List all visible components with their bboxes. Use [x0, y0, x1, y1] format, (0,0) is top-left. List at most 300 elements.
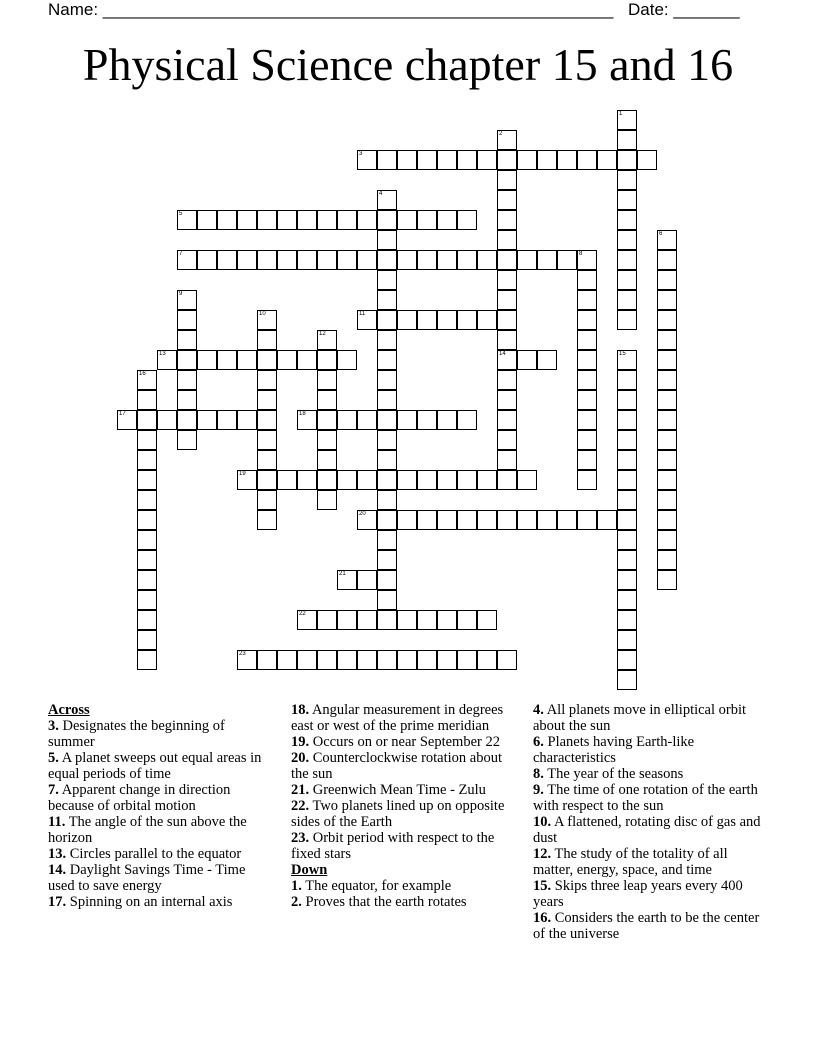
- crossword-cell[interactable]: [657, 330, 677, 350]
- crossword-cell[interactable]: [577, 290, 597, 310]
- crossword-cell[interactable]: [517, 470, 537, 490]
- crossword-cell[interactable]: [137, 530, 157, 550]
- crossword-cell[interactable]: [137, 610, 157, 630]
- crossword-cell[interactable]: [417, 210, 437, 230]
- crossword-cell[interactable]: [417, 310, 437, 330]
- crossword-cell[interactable]: [517, 250, 537, 270]
- crossword-cell[interactable]: [537, 350, 557, 370]
- crossword-cell[interactable]: [457, 210, 477, 230]
- crossword-cell[interactable]: [617, 570, 637, 590]
- crossword-cell[interactable]: [477, 150, 497, 170]
- crossword-cell[interactable]: [257, 430, 277, 450]
- crossword-cell[interactable]: [177, 410, 197, 430]
- crossword-cell[interactable]: [237, 250, 257, 270]
- crossword-cell[interactable]: [397, 610, 417, 630]
- crossword-cell[interactable]: [617, 370, 637, 390]
- crossword-cell[interactable]: [577, 350, 597, 370]
- clue-item-text: Proves that the earth rotates: [301, 894, 467, 910]
- crossword-cell[interactable]: [377, 610, 397, 630]
- clue-item: [533, 782, 763, 814]
- crossword-cell[interactable]: [137, 490, 157, 510]
- crossword-cell[interactable]: [317, 410, 337, 430]
- crossword-cell[interactable]: [357, 250, 377, 270]
- crossword-cell[interactable]: [397, 470, 417, 490]
- crossword-cell[interactable]: [417, 250, 437, 270]
- crossword-cell[interactable]: [137, 450, 157, 470]
- crossword-cell[interactable]: [257, 470, 277, 490]
- crossword-cell[interactable]: [317, 250, 337, 270]
- clue-item: [48, 846, 274, 862]
- crossword-cell[interactable]: [337, 470, 357, 490]
- crossword-cell[interactable]: [617, 670, 637, 690]
- clue-item-number: 2.: [291, 894, 302, 910]
- crossword-cell[interactable]: [497, 250, 517, 270]
- crossword-cell[interactable]: [137, 510, 157, 530]
- crossword-cell[interactable]: [477, 470, 497, 490]
- crossword-cell[interactable]: [577, 450, 597, 470]
- crossword-cell[interactable]: [657, 410, 677, 430]
- crossword-cell[interactable]: [397, 510, 417, 530]
- crossword-cell[interactable]: [617, 430, 637, 450]
- clue-item-text: All planets move in elliptical orbit about the sun: [533, 702, 747, 734]
- crossword-cell[interactable]: [437, 310, 457, 330]
- crossword-cell[interactable]: [257, 650, 277, 670]
- crossword-cell[interactable]: [417, 410, 437, 430]
- clue-item: [48, 718, 274, 750]
- crossword-cell[interactable]: [577, 150, 597, 170]
- crossword-cell[interactable]: [617, 510, 637, 530]
- crossword-cell[interactable]: [377, 270, 397, 290]
- crossword-cell[interactable]: [497, 290, 517, 310]
- crossword-cell[interactable]: [337, 650, 357, 670]
- crossword-cell[interactable]: [237, 410, 257, 430]
- crossword-cell[interactable]: [397, 150, 417, 170]
- crossword-cell[interactable]: [337, 250, 357, 270]
- crossword-cell[interactable]: [577, 370, 597, 390]
- crossword-cell[interactable]: [397, 650, 417, 670]
- crossword-cell[interactable]: [237, 210, 257, 230]
- crossword-cell[interactable]: [337, 610, 357, 630]
- crossword-cell[interactable]: [277, 350, 297, 370]
- crossword-cell[interactable]: [177, 370, 197, 390]
- crossword-cell[interactable]: [297, 470, 317, 490]
- crossword-cell[interactable]: [557, 150, 577, 170]
- crossword-cell[interactable]: [357, 570, 377, 590]
- crossword-cell[interactable]: [377, 570, 397, 590]
- crossword-cell[interactable]: [537, 510, 557, 530]
- crossword-cell[interactable]: [117, 410, 137, 430]
- crossword-cell[interactable]: [217, 210, 237, 230]
- crossword-cell[interactable]: [657, 310, 677, 330]
- crossword-cell[interactable]: [497, 450, 517, 470]
- crossword-cell[interactable]: [517, 510, 537, 530]
- crossword-cell[interactable]: [457, 510, 477, 530]
- crossword-cell[interactable]: [137, 470, 157, 490]
- clue-column-3: [533, 702, 763, 942]
- crossword-cell[interactable]: [137, 650, 157, 670]
- crossword-cell[interactable]: [277, 210, 297, 230]
- crossword-cell[interactable]: [137, 410, 157, 430]
- crossword-cell[interactable]: [657, 530, 677, 550]
- crossword-cell[interactable]: [537, 250, 557, 270]
- crossword-cell[interactable]: [617, 150, 637, 170]
- crossword-cell[interactable]: [137, 590, 157, 610]
- crossword-cell[interactable]: [397, 310, 417, 330]
- crossword-cell[interactable]: [357, 510, 377, 530]
- clue-number: 9: [179, 291, 183, 297]
- crossword-cell[interactable]: [177, 250, 197, 270]
- clue-item: [291, 798, 521, 830]
- clue-item-text: A planet sweeps out equal areas in equal periods of time: [48, 750, 262, 782]
- crossword-cell[interactable]: [377, 390, 397, 410]
- crossword-cell[interactable]: [497, 330, 517, 350]
- clue-number: 15: [619, 351, 626, 357]
- crossword-cell[interactable]: [317, 430, 337, 450]
- crossword-cell[interactable]: [577, 390, 597, 410]
- crossword-cell[interactable]: [497, 230, 517, 250]
- crossword-cell[interactable]: [457, 250, 477, 270]
- crossword-cell[interactable]: [617, 250, 637, 270]
- crossword-cell[interactable]: [137, 390, 157, 410]
- crossword-cell[interactable]: [577, 510, 597, 530]
- crossword-cell[interactable]: [137, 550, 157, 570]
- crossword-cell[interactable]: [277, 470, 297, 490]
- crossword-cell[interactable]: [137, 570, 157, 590]
- crossword-cell[interactable]: [377, 490, 397, 510]
- crossword-cell[interactable]: [297, 650, 317, 670]
- crossword-cell[interactable]: [377, 330, 397, 350]
- crossword-cell[interactable]: [337, 570, 357, 590]
- crossword-cell[interactable]: [617, 390, 637, 410]
- crossword-cell[interactable]: [617, 590, 637, 610]
- crossword-cell[interactable]: [257, 490, 277, 510]
- crossword-cell[interactable]: [137, 430, 157, 450]
- crossword-cell[interactable]: [557, 510, 577, 530]
- crossword-cell[interactable]: [657, 430, 677, 450]
- crossword-cell[interactable]: [557, 250, 577, 270]
- crossword-cell[interactable]: [177, 350, 197, 370]
- crossword-cell[interactable]: [237, 650, 257, 670]
- crossword-cell[interactable]: [277, 650, 297, 670]
- crossword-cell[interactable]: [217, 350, 237, 370]
- crossword-cell[interactable]: [617, 470, 637, 490]
- crossword-cell[interactable]: [317, 470, 337, 490]
- crossword-cell[interactable]: [657, 350, 677, 370]
- crossword-cell[interactable]: [497, 130, 517, 150]
- crossword-cell[interactable]: [497, 350, 517, 370]
- clue-item-text: Greenwich Mean Time - Zulu: [309, 782, 486, 798]
- clue-number: 8: [579, 251, 583, 257]
- crossword-cell[interactable]: [617, 450, 637, 470]
- crossword-cell[interactable]: [617, 290, 637, 310]
- crossword-cell[interactable]: [617, 230, 637, 250]
- crossword-cell[interactable]: [377, 250, 397, 270]
- crossword-cell[interactable]: [317, 390, 337, 410]
- crossword-cell[interactable]: [657, 450, 677, 470]
- crossword-cell[interactable]: [617, 530, 637, 550]
- crossword-cell[interactable]: [377, 650, 397, 670]
- across-heading: Across: [48, 702, 90, 718]
- crossword-cell[interactable]: [217, 410, 237, 430]
- crossword-cell[interactable]: [257, 350, 277, 370]
- clue-item: [291, 878, 521, 894]
- crossword-cell[interactable]: [377, 370, 397, 390]
- crossword-cell[interactable]: [657, 230, 677, 250]
- crossword-cell[interactable]: [337, 350, 357, 370]
- crossword-cell[interactable]: [437, 470, 457, 490]
- crossword-cell[interactable]: [657, 470, 677, 490]
- crossword-cell[interactable]: [437, 210, 457, 230]
- crossword-cell[interactable]: [617, 350, 637, 370]
- crossword-cell[interactable]: [617, 110, 637, 130]
- crossword-cell[interactable]: [497, 390, 517, 410]
- crossword-cell[interactable]: [617, 310, 637, 330]
- crossword-cell[interactable]: [297, 350, 317, 370]
- crossword-cell[interactable]: [377, 470, 397, 490]
- crossword-cell[interactable]: [617, 130, 637, 150]
- clue-number: 23: [239, 651, 246, 657]
- crossword-cell[interactable]: [377, 210, 397, 230]
- crossword-cell[interactable]: [257, 450, 277, 470]
- crossword-cell[interactable]: [397, 410, 417, 430]
- crossword-cell[interactable]: [457, 310, 477, 330]
- crossword-cell[interactable]: [377, 510, 397, 530]
- crossword-cell[interactable]: [457, 150, 477, 170]
- crossword-cell[interactable]: [437, 510, 457, 530]
- crossword-cell[interactable]: [497, 270, 517, 290]
- crossword-cell[interactable]: [577, 310, 597, 330]
- crossword-cell[interactable]: [477, 310, 497, 330]
- crossword-cell[interactable]: [497, 650, 517, 670]
- crossword-cell[interactable]: [657, 370, 677, 390]
- crossword-cell[interactable]: [317, 330, 337, 350]
- crossword-cell[interactable]: [577, 410, 597, 430]
- crossword-cell[interactable]: [457, 610, 477, 630]
- crossword-cell[interactable]: [257, 310, 277, 330]
- crossword-cell[interactable]: [197, 250, 217, 270]
- crossword-cell[interactable]: [257, 250, 277, 270]
- crossword-cell[interactable]: [297, 610, 317, 630]
- clue-item-text: Daylight Savings Time - Time used to save energy: [48, 862, 246, 894]
- clue-item-text: Occurs on or near September 22: [309, 734, 500, 750]
- crossword-cell[interactable]: [477, 250, 497, 270]
- crossword-cell[interactable]: [657, 390, 677, 410]
- crossword-cell[interactable]: [317, 650, 337, 670]
- crossword-cell[interactable]: [417, 650, 437, 670]
- crossword-cell[interactable]: [417, 470, 437, 490]
- crossword-cell[interactable]: [457, 470, 477, 490]
- crossword-cell[interactable]: [377, 150, 397, 170]
- clue-number: 22: [299, 611, 306, 617]
- crossword-cell[interactable]: [577, 470, 597, 490]
- clue-number: 18: [299, 411, 306, 417]
- crossword-cell[interactable]: [297, 410, 317, 430]
- crossword-cell[interactable]: [577, 330, 597, 350]
- crossword-cell[interactable]: [357, 310, 377, 330]
- crossword-cell[interactable]: [617, 210, 637, 230]
- crossword-cell[interactable]: [377, 290, 397, 310]
- crossword-cell[interactable]: [477, 650, 497, 670]
- clue-item-text: Spinning on an internal axis: [66, 894, 233, 910]
- crossword-cell[interactable]: [297, 250, 317, 270]
- crossword-cell[interactable]: [317, 350, 337, 370]
- crossword-cell[interactable]: [657, 550, 677, 570]
- crossword-cell[interactable]: [257, 410, 277, 430]
- crossword-cell[interactable]: [397, 250, 417, 270]
- crossword-cell[interactable]: [377, 590, 397, 610]
- crossword-cell[interactable]: [337, 210, 357, 230]
- name-field-label[interactable]: Name: ______________________________________________________: [48, 0, 614, 19]
- crossword-cell[interactable]: [157, 410, 177, 430]
- crossword-cell[interactable]: [317, 370, 337, 390]
- crossword-cell[interactable]: [617, 550, 637, 570]
- clue-item: [48, 894, 274, 910]
- crossword-cell[interactable]: [417, 610, 437, 630]
- crossword-cell[interactable]: [497, 170, 517, 190]
- crossword-cell[interactable]: [457, 410, 477, 430]
- crossword-cell[interactable]: [197, 350, 217, 370]
- clue-item: [533, 878, 763, 910]
- crossword-cell[interactable]: [177, 390, 197, 410]
- crossword-cell[interactable]: [237, 350, 257, 370]
- crossword-cell[interactable]: [357, 210, 377, 230]
- crossword-cell[interactable]: [277, 250, 297, 270]
- crossword-cell[interactable]: [657, 510, 677, 530]
- crossword-cell[interactable]: [617, 490, 637, 510]
- crossword-cell[interactable]: [597, 510, 617, 530]
- crossword-cell[interactable]: [617, 270, 637, 290]
- crossword-cell[interactable]: [657, 490, 677, 510]
- crossword-cell[interactable]: [477, 610, 497, 630]
- crossword-cell[interactable]: [297, 210, 317, 230]
- crossword-cell[interactable]: [457, 650, 477, 670]
- crossword-cell[interactable]: [177, 290, 197, 310]
- crossword-cell[interactable]: [337, 410, 357, 430]
- crossword-cell[interactable]: [377, 550, 397, 570]
- crossword-cell[interactable]: [437, 410, 457, 430]
- date-field-label[interactable]: Date: _______: [628, 0, 740, 19]
- crossword-cell[interactable]: [317, 210, 337, 230]
- crossword-cell[interactable]: [497, 190, 517, 210]
- crossword-cell[interactable]: [577, 430, 597, 450]
- crossword-cell[interactable]: [437, 250, 457, 270]
- crossword-cell[interactable]: [497, 310, 517, 330]
- clue-item-number: 14.: [48, 862, 67, 878]
- crossword-cell[interactable]: [397, 210, 417, 230]
- crossword-cell[interactable]: [497, 150, 517, 170]
- crossword-cell[interactable]: [597, 150, 617, 170]
- crossword-cell[interactable]: [617, 630, 637, 650]
- crossword-cell[interactable]: [657, 250, 677, 270]
- crossword-cell[interactable]: [137, 630, 157, 650]
- crossword-cell[interactable]: [537, 150, 557, 170]
- crossword-cell[interactable]: [617, 650, 637, 670]
- crossword-cell[interactable]: [177, 430, 197, 450]
- clue-number: 10: [259, 311, 266, 317]
- crossword-cell[interactable]: [377, 450, 397, 470]
- crossword-cell[interactable]: [657, 570, 677, 590]
- crossword-cell[interactable]: [617, 610, 637, 630]
- clue-item: [291, 734, 521, 750]
- crossword-cell[interactable]: [357, 610, 377, 630]
- crossword-cell[interactable]: [497, 510, 517, 530]
- clue-item-number: 1.: [291, 878, 302, 894]
- crossword-cell[interactable]: [437, 650, 457, 670]
- crossword-cell[interactable]: [617, 410, 637, 430]
- clue-item: [48, 750, 274, 782]
- crossword-cell[interactable]: [577, 270, 597, 290]
- crossword-cell[interactable]: [197, 410, 217, 430]
- clue-number: 6: [659, 231, 663, 237]
- crossword-cell[interactable]: [417, 150, 437, 170]
- crossword-cell[interactable]: [237, 470, 257, 490]
- crossword-cell[interactable]: [157, 350, 177, 370]
- clue-item: [48, 814, 274, 846]
- clue-item-text: Designates the beginning of summer: [48, 718, 225, 750]
- crossword-cell[interactable]: [637, 150, 657, 170]
- crossword-cell[interactable]: [257, 510, 277, 530]
- crossword-cell[interactable]: [657, 290, 677, 310]
- crossword-cell[interactable]: [317, 450, 337, 470]
- clue-item-number: 4.: [533, 702, 544, 718]
- crossword-cell[interactable]: [497, 410, 517, 430]
- crossword-cell[interactable]: [577, 250, 597, 270]
- crossword-cell[interactable]: [517, 350, 537, 370]
- crossword-cell[interactable]: [257, 330, 277, 350]
- crossword-cell[interactable]: [257, 390, 277, 410]
- crossword-cell[interactable]: [257, 370, 277, 390]
- crossword-cell[interactable]: [177, 330, 197, 350]
- clue-item-number: 22.: [291, 798, 310, 814]
- crossword-cell[interactable]: [417, 510, 437, 530]
- crossword-cell[interactable]: [377, 410, 397, 430]
- crossword-cell[interactable]: [177, 310, 197, 330]
- clue-item-number: 12.: [533, 846, 552, 862]
- crossword-cell[interactable]: [357, 650, 377, 670]
- crossword-cell[interactable]: [437, 610, 457, 630]
- crossword-cell[interactable]: [617, 190, 637, 210]
- crossword-cell[interactable]: [177, 210, 197, 230]
- clue-item: [533, 702, 763, 734]
- clue-item-number: 16.: [533, 910, 552, 926]
- crossword-cell[interactable]: [377, 530, 397, 550]
- crossword-cell[interactable]: [317, 610, 337, 630]
- crossword-cell[interactable]: [197, 210, 217, 230]
- crossword-cell[interactable]: [317, 490, 337, 510]
- crossword-cell[interactable]: [377, 230, 397, 250]
- crossword-cell[interactable]: [617, 170, 637, 190]
- crossword-cell[interactable]: [137, 370, 157, 390]
- crossword-cell[interactable]: [657, 270, 677, 290]
- crossword-cell[interactable]: [497, 430, 517, 450]
- crossword-cell[interactable]: [377, 350, 397, 370]
- crossword-cell[interactable]: [477, 510, 497, 530]
- crossword-cell[interactable]: [217, 250, 237, 270]
- crossword-cell[interactable]: [517, 150, 537, 170]
- crossword-cell[interactable]: [257, 210, 277, 230]
- crossword-cell[interactable]: [437, 150, 457, 170]
- crossword-cell[interactable]: [377, 190, 397, 210]
- crossword-cell[interactable]: [497, 470, 517, 490]
- crossword-cell[interactable]: [357, 150, 377, 170]
- clue-item-text: Counterclockwise rotation about the sun: [291, 750, 503, 782]
- crossword-cell[interactable]: [357, 470, 377, 490]
- crossword-cell[interactable]: [377, 430, 397, 450]
- crossword-cell[interactable]: [497, 370, 517, 390]
- crossword-cell[interactable]: [357, 410, 377, 430]
- crossword-cell[interactable]: [497, 210, 517, 230]
- crossword-cell[interactable]: [377, 310, 397, 330]
